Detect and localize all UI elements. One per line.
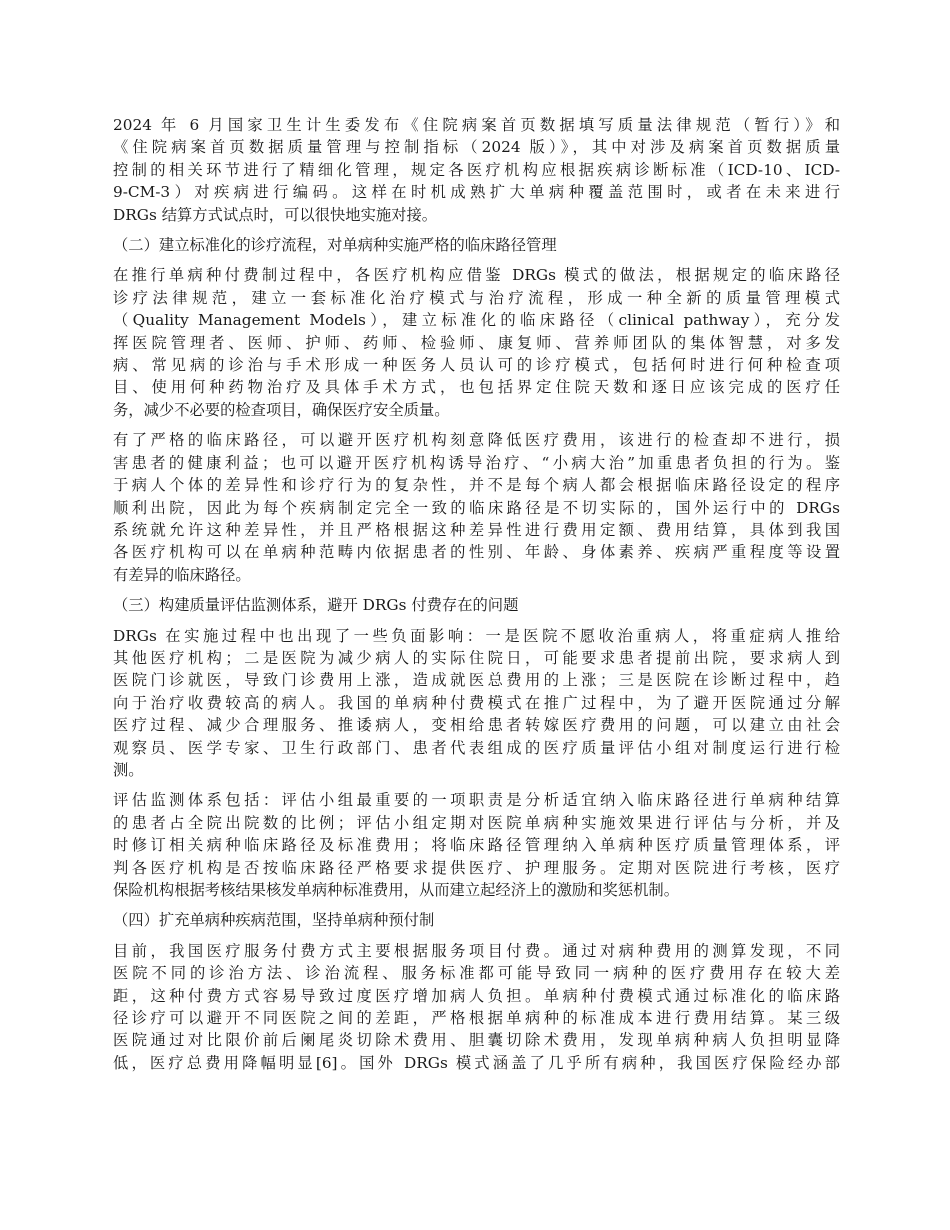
text-line: 诊疗法律规范，建立一套标准化治疗模式与治疗流程，形成一种全新的质量管理模式 <box>113 288 840 307</box>
section-heading <box>113 909 840 931</box>
body-paragraph <box>113 940 840 1074</box>
text-line: 时修订相关病种临床路径及标准费用；将临床路径管理纳入单病种医疗质量管理体系，评 <box>113 836 840 855</box>
text-line: 医院不同的诊治方法、诊治流程、服务标准都可能导致同一病种的医疗费用存在较大差 <box>113 964 840 983</box>
text-line: 保险机构根据考核结果核发单病种标准费用，从而建立起经济上的激励和奖惩机制。 <box>113 881 679 899</box>
text-line: 其他医疗机构；二是医院为减少病人的实际住院日，可能要求患者提前出院，要求病人到 <box>113 648 840 667</box>
body-paragraph <box>113 264 840 421</box>
text-line: 2024 年 6 月国家卫生计生委发布《住院病案首页数据填写质量法律规范（暂行）》和 <box>113 116 840 134</box>
text-line: 控制的相关环节进行了精细化管理，规定各医疗机构应根据疾病诊断标准（ICD-10、ICD- <box>113 160 840 179</box>
body-paragraph <box>113 789 840 901</box>
text-line: 观察员、医学专家、卫生行政部门、患者代表组成的医疗质量评估小组对制度运行进行检 <box>113 738 840 757</box>
text-line: 在推行单病种付费制过程中，各医疗机构应借鉴 DRGs 模式的做法，根据规定的临床路径 <box>113 266 840 285</box>
text-line: 害患者的健康利益；也可以避开医疗机构诱导治疗、“小病大治”加重患者负担的行为。鉴 <box>113 453 840 472</box>
text-line: 务，减少不必要的检查项目，确保医疗安全质量。 <box>113 400 450 419</box>
body-paragraph <box>113 114 840 226</box>
text-line: （Quality Management Models），建立标准化的临床路径（clinical pathway），充分发 <box>113 311 840 330</box>
body-paragraph <box>113 429 840 586</box>
text-line: 9-CM-3）对疾病进行编码。这样在时机成熟扩大单病种覆盖范围时，或者在未来进行 <box>113 183 840 202</box>
text-line: 评估监测体系包括：评估小组最重要的一项职责是分析适宜纳入临床路径进行单病种结算 <box>113 791 840 810</box>
text-line: 系统就允许这种差异性，并且严格根据这种差异性进行费用定额、费用结算，具体到我国 <box>113 520 840 539</box>
text-line: 顺利出院，因此为每个疾病制定完全一致的临床路径是不切实际的，国外运行中的 DRGs <box>113 498 840 517</box>
text-line: 低，医疗总费用降幅明显[6]。国外 DRGs 模式涵盖了几乎所有病种，我国医疗保险经办部 <box>113 1053 840 1072</box>
text-line: 挥医院管理者、医师、护师、药师、检验师、康复师、营养师团队的集体智慧，对多发 <box>113 333 840 352</box>
text-line: 各医疗机构可以在单病种范畴内依据患者的性别、年龄、身体素养、疾病严重程度等设置 <box>113 543 840 562</box>
text-line: 有差异的临床路径。 <box>113 565 251 584</box>
text-line: DRGs 结算方式试点时，可以很快地实施对接。 <box>113 205 438 224</box>
text-line: 判各医疗机构是否按临床路径严格要求提供医疗、护理服务。定期对医院进行考核，医疗 <box>113 858 840 877</box>
text-line: （三）构建质量评估监测体系，避开 DRGs 付费存在的问题 <box>113 596 519 615</box>
text-line: 《住院病案首页数据质量管理与控制指标（2024 版）》，其中对涉及病案首页数据质量 <box>113 138 840 157</box>
section-heading <box>113 594 840 616</box>
text-line: 医院门诊就医，导致门诊费用上涨，造成就医总费用的上涨；三是医院在诊断过程中，趋 <box>113 671 840 690</box>
text-line: DRGs 在实施过程中也出现了一些负面影响：一是医院不愿收治重病人，将重症病人推给 <box>113 626 840 645</box>
section-heading <box>113 234 840 256</box>
text-line: 向于治疗收费较高的病人。我国的单病种付费模式在推广过程中，为了避开医院通过分解 <box>113 693 840 712</box>
text-line: 目、使用何种药物治疗及具体手术方式，也包括界定住院天数和逐日应该完成的医疗任 <box>113 378 840 397</box>
text-line: 医疗过程、减少合理服务、推诿病人，变相给患者转嫁医疗费用的问题，可以建立由社会 <box>113 716 840 735</box>
text-line: 距，这种付费方式容易导致过度医疗增加病人负担。单病种付费模式通过标准化的临床路 <box>113 986 840 1005</box>
body-paragraph <box>113 625 840 782</box>
text-line: 医院通过对比限价前后阑尾炎切除术费用、胆囊切除术费用，发现单病种病人负担明显降 <box>113 1031 840 1050</box>
text-line: （二）建立标准化的诊疗流程，对单病种实施严格的临床路径管理 <box>113 236 557 255</box>
document-page <box>113 114 840 1082</box>
text-line: 的患者占全院出院数的比例；评估小组定期对医院单病种实施效果进行评估与分析，并及 <box>113 813 840 832</box>
text-line: 径诊疗可以避开不同医院之间的差距，严格根据单病种的标准成本进行费用结算。某三级 <box>113 1009 840 1028</box>
text-line: 测。 <box>113 760 144 779</box>
text-line: 有了严格的临床路径，可以避开医疗机构刻意降低医疗费用，该进行的检查却不进行，损 <box>113 431 840 450</box>
text-line: （四）扩充单病种疾病范围，坚持单病种预付制 <box>113 911 435 930</box>
text-line: 目前，我国医疗服务付费方式主要根据服务项目付费。通过对病种费用的测算发现，不同 <box>113 941 840 960</box>
text-line: 于病人个体的差异性和诊疗行为的复杂性，并不是每个病人都会根据临床路径设定的程序 <box>113 476 840 495</box>
text-line: 病、常见病的诊治与手术形成一种医务人员认可的诊疗模式，包括何时进行何种检查项 <box>113 356 840 375</box>
